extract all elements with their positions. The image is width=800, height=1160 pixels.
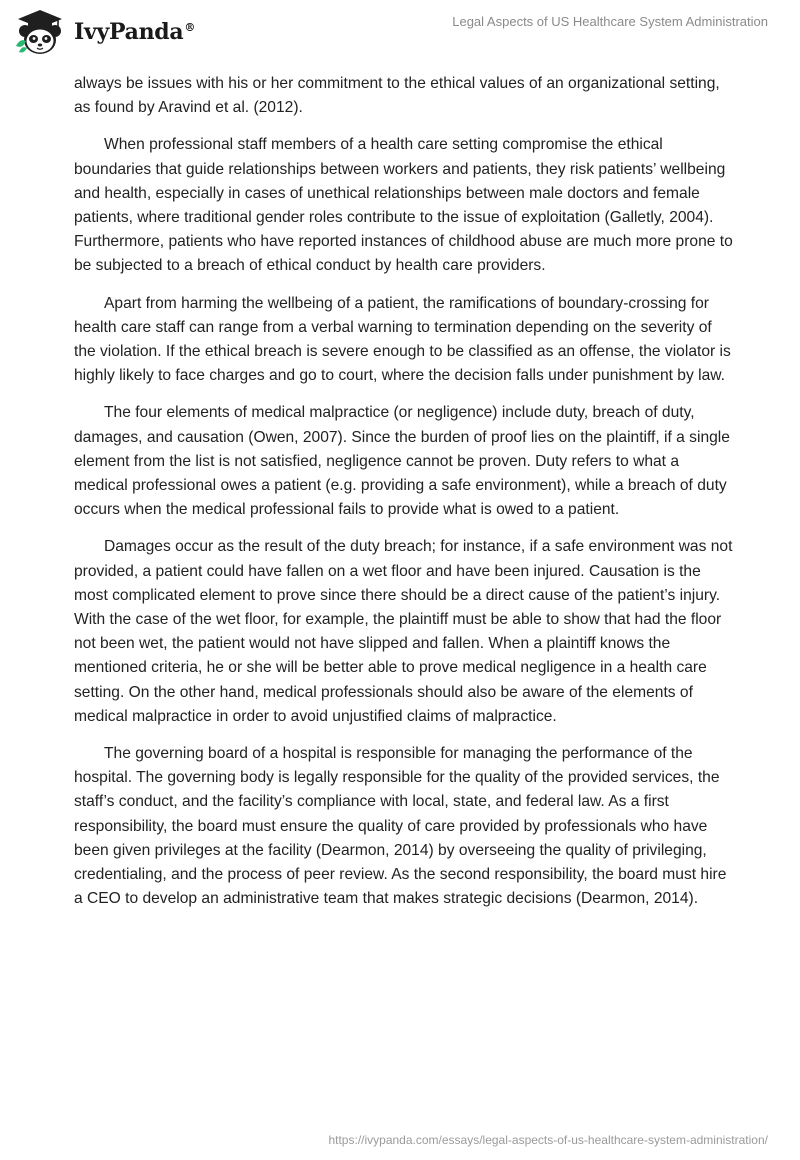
essay-body <box>74 72 734 925</box>
brand-name: IvyPanda® <box>74 19 196 45</box>
paragraph-5: Damages occur as the result of the duty breach; for instance, if a safe environment was not provided, a patient could have fallen on a wet floor and have been injured. Causation is the most complicated element to prove since there should be a direct cause of the patient’s injury. With the case of the wet floor, for example, the plaintiff must be able to show that had the floor not been wet, the patient would not have slipped and fallen. When a plaintiff knows the mentioned criteria, he or she will be better able to prove medical negligence in a health care setting. On the other hand, medical professionals should also be aware of the elements of medical malpractice in order to avoid unjustified claims of malpractice. <box>74 538 733 725</box>
source-url-link[interactable]: https://ivypanda.com/essays/legal-aspects-of-us-healthcare-system-administration/ <box>328 1133 768 1147</box>
page-header <box>0 0 800 64</box>
registered-mark: ® <box>184 20 196 34</box>
document-title: Legal Aspects of US Healthcare System Administration <box>452 14 768 29</box>
paragraph-1: always be issues with his or her commitment to the ethical values of an organizational setting, as found by Aravind et al. (2012). <box>74 75 720 117</box>
paragraph-6: The governing board of a hospital is responsible for managing the performance of the hospital. The governing body is legally responsible for the quality of the provided services, the staff’s conduct, and the facility’s compliance with local, state, and federal law. As a first responsibility, the board must ensure the quality of care provided by professionals who have been given privileges at the facility (Dearmon, 2014) by overseeing the quality of privileging, credentialing, and the process of peer review. As the second responsibility, the board must hire a CEO to develop an administrative team that makes strategic decisions (Dearmon, 2014). <box>74 745 727 908</box>
ivypanda-logo[interactable] <box>14 8 195 56</box>
panda-graduate-icon <box>14 8 66 56</box>
paragraph-3: Apart from harming the wellbeing of a patient, the ramifications of boundary-crossing for health care staff can range from a verbal warning to termination depending on the severity of the violation. If the ethical breach is severe enough to be classified as an offense, the violator is highly likely to face charges and go to court, where the decision falls under punishment by law. <box>74 294 731 385</box>
paragraph-4: The four elements of medical malpractice (or negligence) include duty, breach of duty, damages, and causation (Owen, 2007). Since the burden of proof lies on the plaintiff, if a single element from the list is not satisfied, negligence cannot be proven. Duty refers to what a medical professional owes a patient (e.g. providing a safe environment), while a breach of duty occurs when the medical professional fails to provide what is owed to a patient. <box>74 404 730 519</box>
paragraph-2: When professional staff members of a health care setting compromise the ethical boundaries that guide relationships between workers and patients, they risk patients’ wellbeing and health, especially in cases of unethical relationships between male doctors and female patients, where traditional gender roles contribute to the issue of exploitation (Galletly, 2004). Furthermore, patients who have reported instances of childhood abuse are much more prone to be subjected to a breach of ethical conduct by health care providers. <box>74 136 733 275</box>
